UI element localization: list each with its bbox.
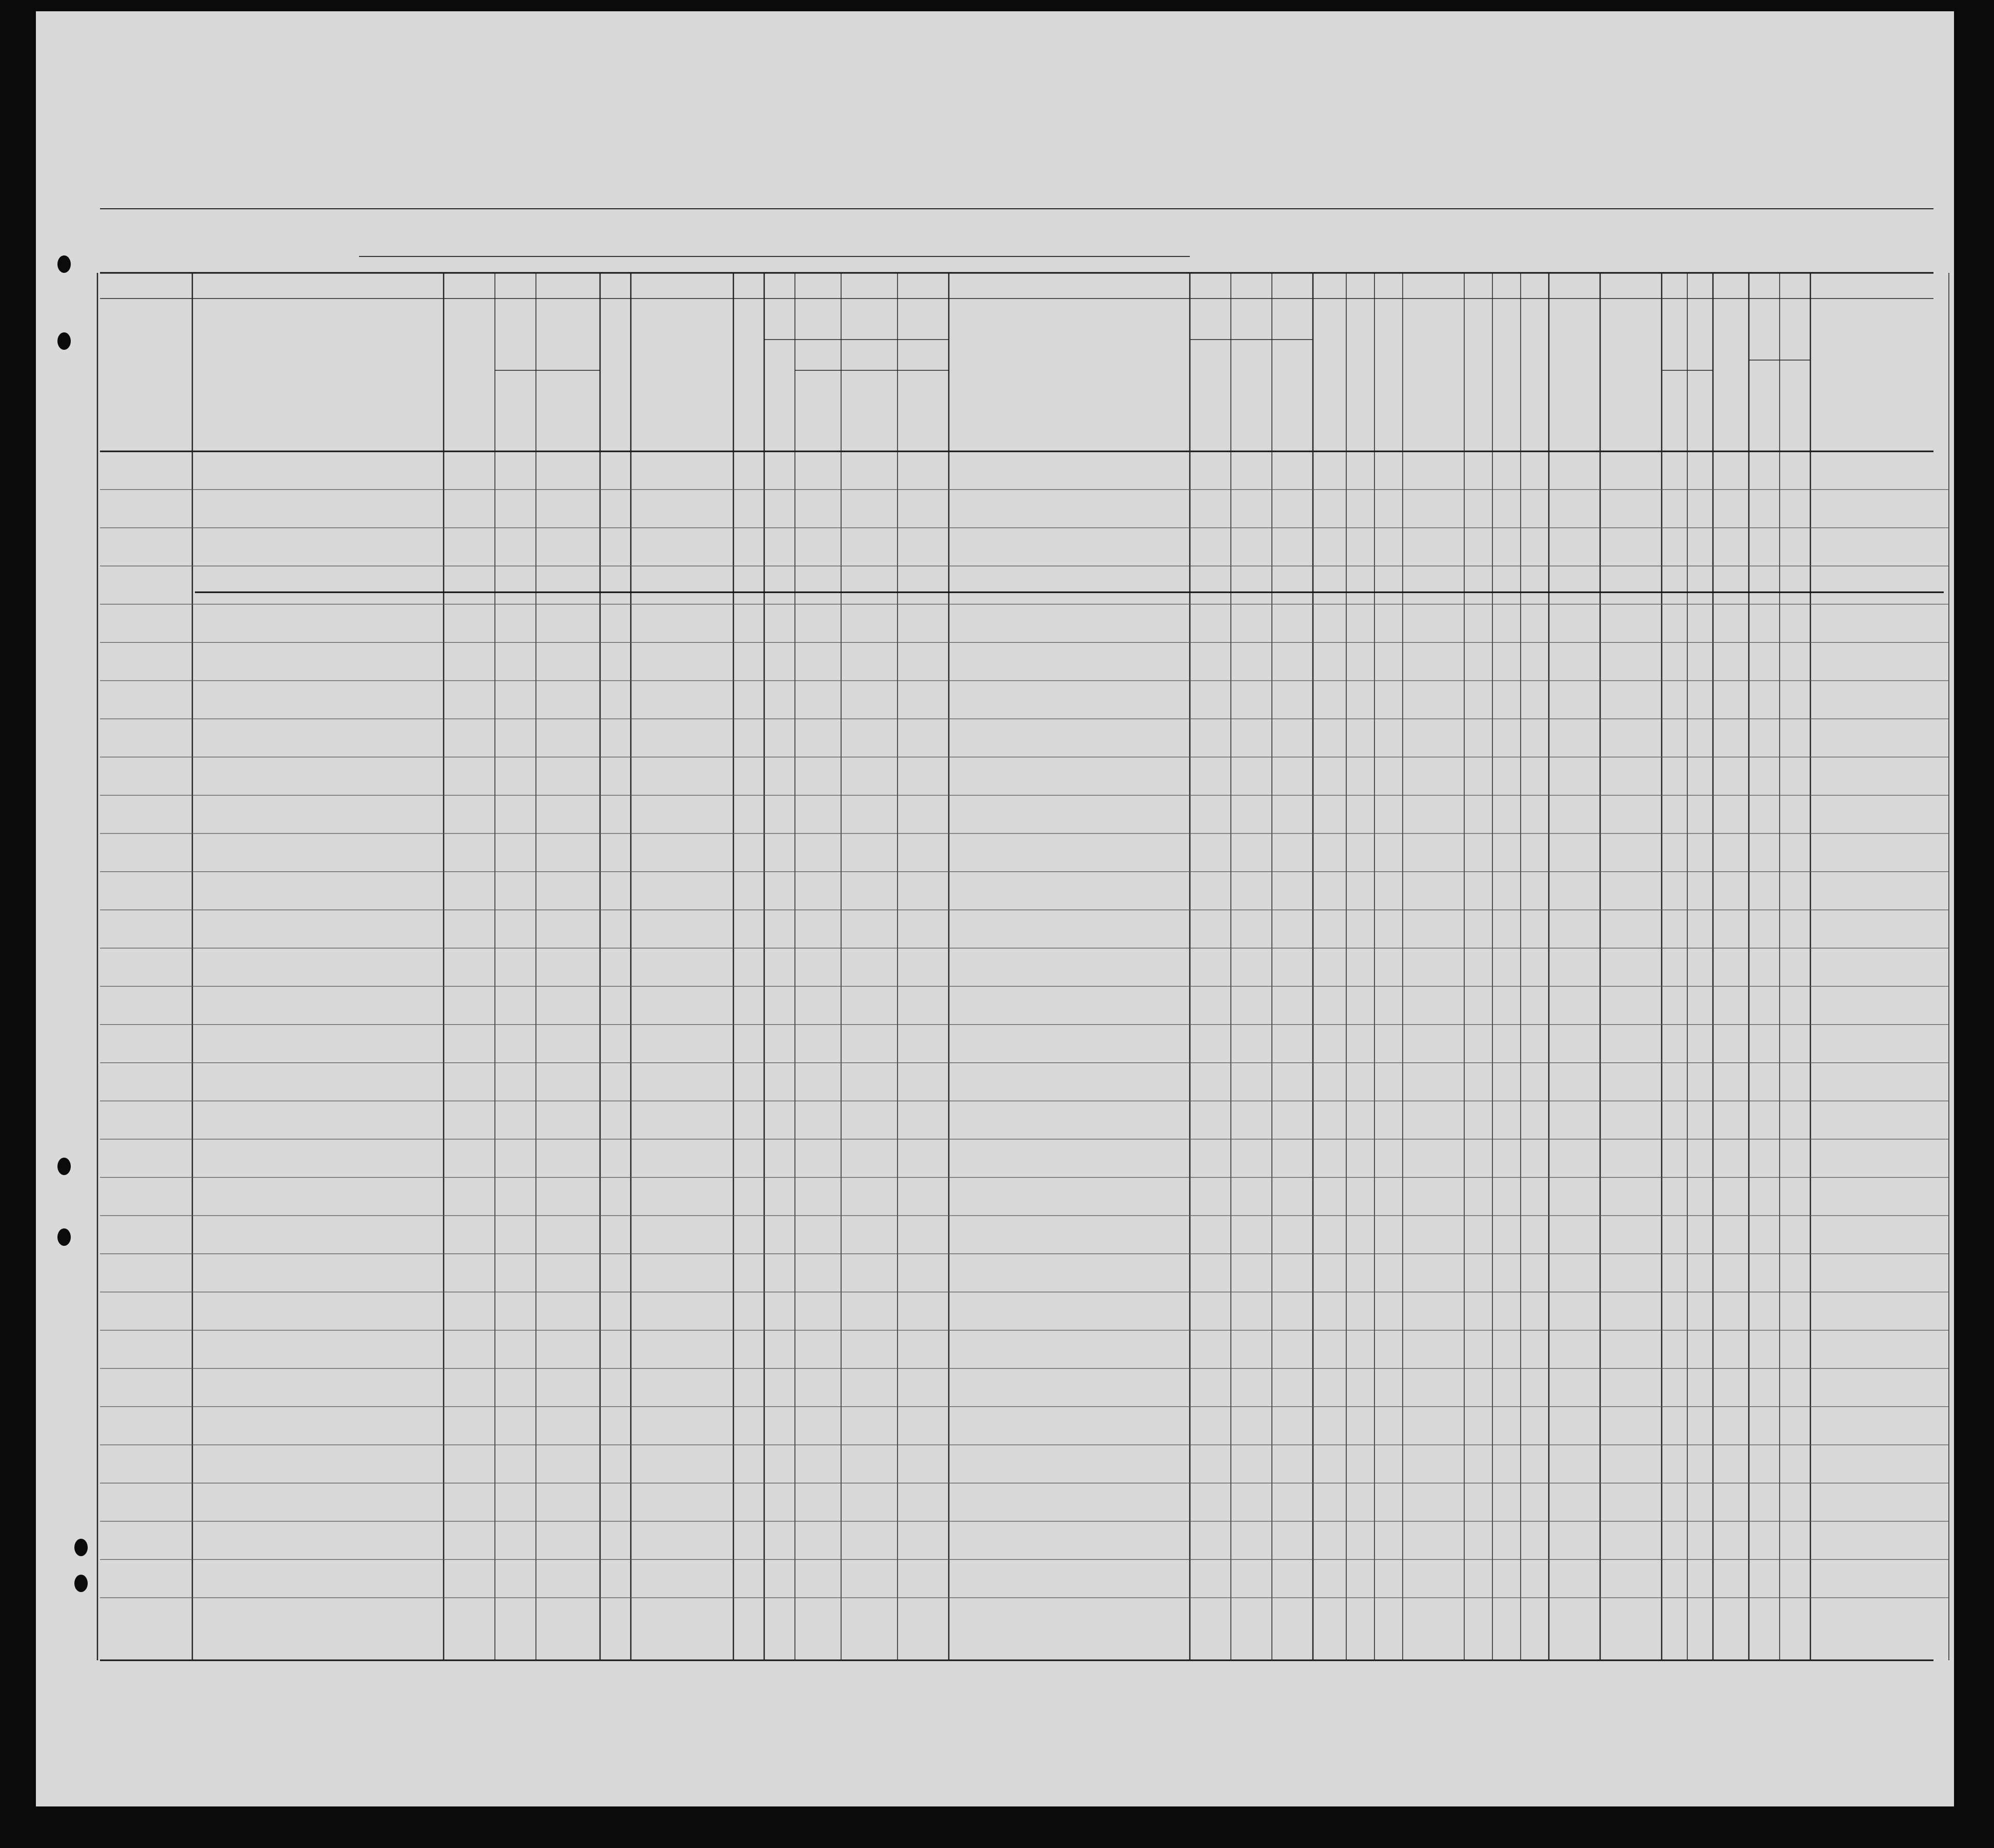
punch-hole: [74, 1575, 88, 1592]
ruled-grid: [36, 11, 1954, 1806]
punch-hole: [57, 332, 71, 350]
manifest-sheet: [36, 11, 1954, 1806]
punch-hole: [74, 1539, 88, 1556]
punch-hole: [57, 255, 71, 273]
punch-hole: [57, 1228, 71, 1246]
punch-hole: [57, 1158, 71, 1175]
